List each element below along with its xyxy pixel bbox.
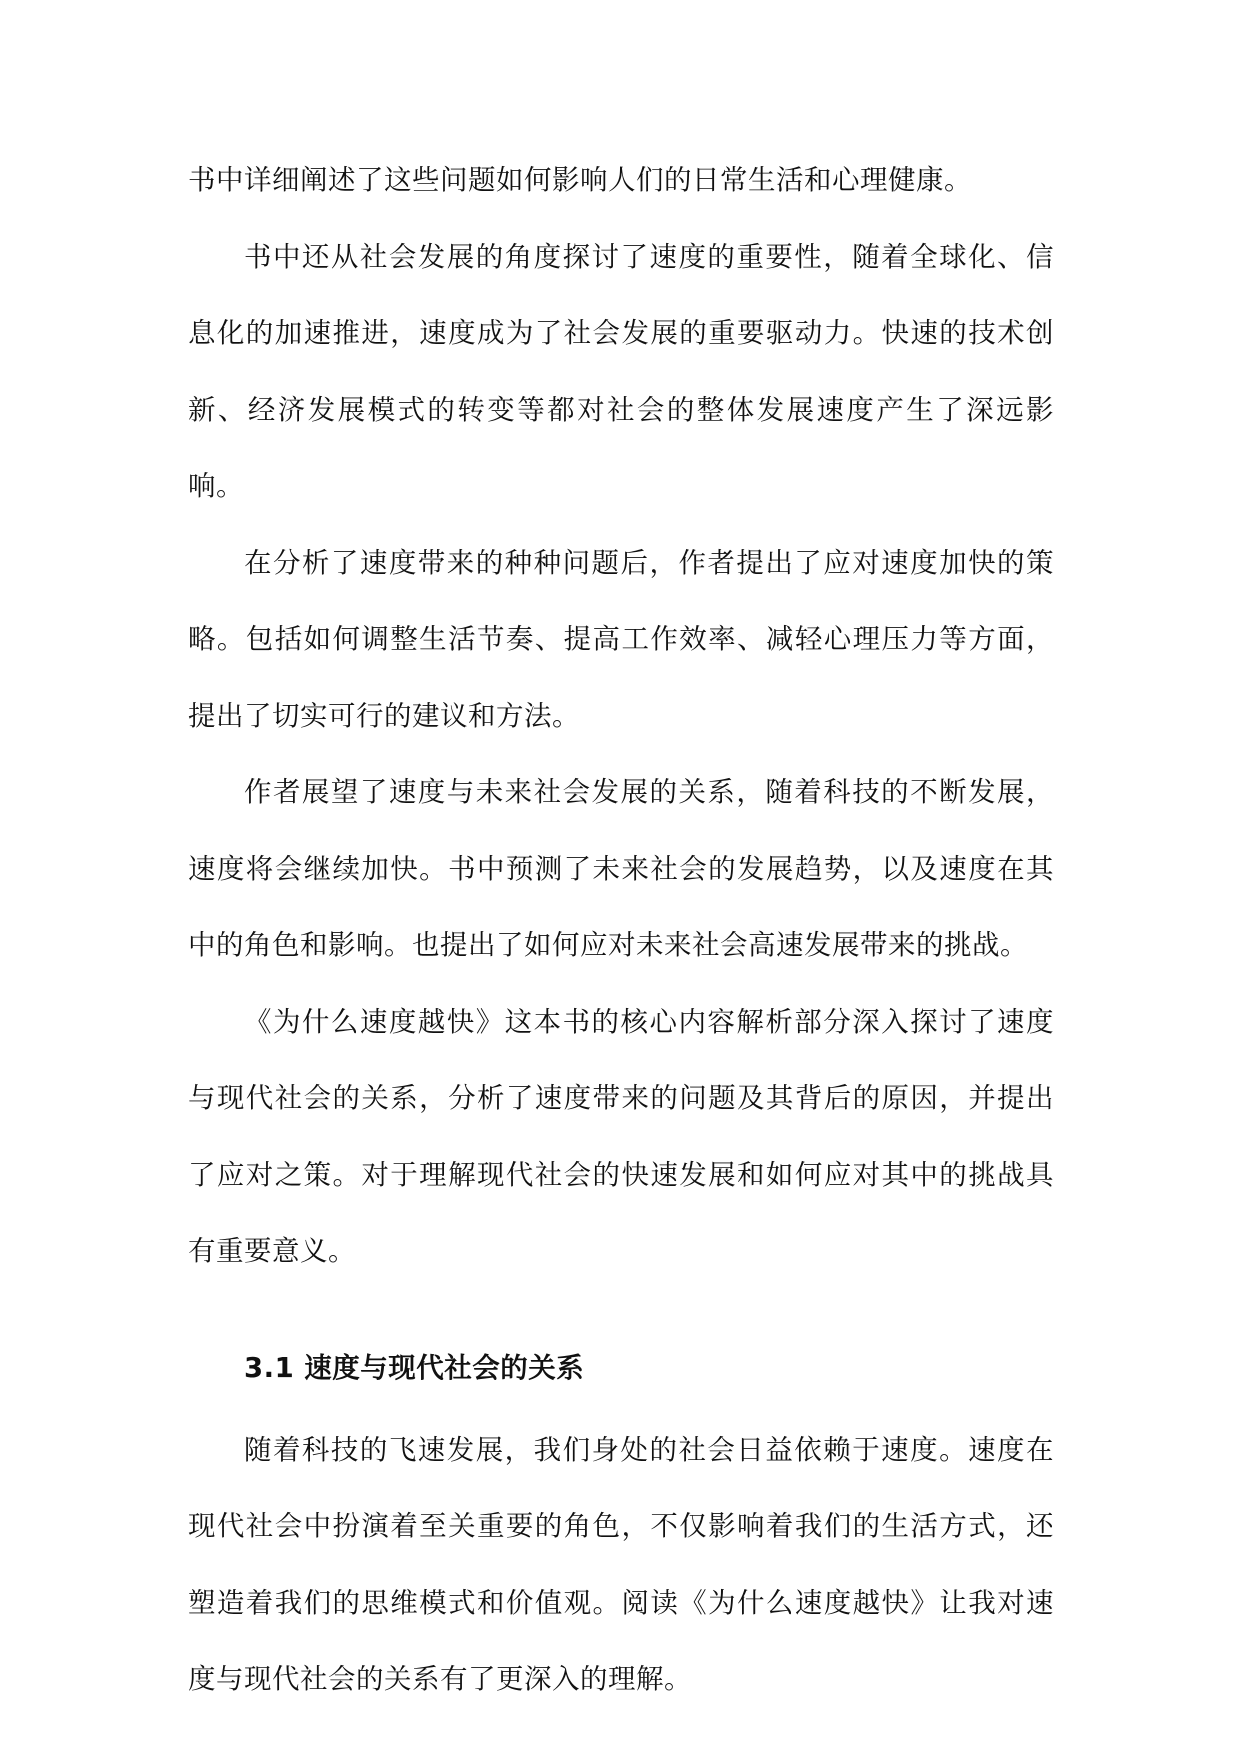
document-page [188,142,1054,1718]
section-heading: 3.1 速度与现代社会的关系 [244,1351,585,1384]
paragraph-social-development: 书中还从社会发展的角度探讨了速度的重要性，随着全球化、信息化的加速推进，速度成为了社会发展的重要驱动力。快速的技术创新、经济发展模式的转变等都对社会的整体发展速度产生了深远影响。 [188,240,1054,502]
paragraph-continuation: 书中详细阐述了这些问题如何影响人们的日常生活和心理健康。 [188,164,972,196]
paragraph-summary: 《为什么速度越快》这本书的核心内容解析部分深入探讨了速度与现代社会的关系，分析了速度带来的问题及其背后的原因，并提出了应对之策。对于理解现代社会的快速发展和如何应对其中的挑战具有重要意义。 [188,1005,1054,1267]
paragraph-coping-strategies: 在分析了速度带来的种种问题后，作者提出了应对速度加快的策略。包括如何调整生活节奏、提高工作效率、减轻心理压力等方面，提出了切实可行的建议和方法。 [188,546,1054,732]
paragraph-section-intro: 随着科技的飞速发展，我们身处的社会日益依赖于速度。速度在现代社会中扮演着至关重要的角色，不仅影响着我们的生活方式，还塑造着我们的思维模式和价值观。阅读《为什么速度越快》让我对速度与现代社会的关系有了更深入的理解。 [188,1433,1054,1695]
paragraph-future-outlook: 作者展望了速度与未来社会发展的关系，随着科技的不断发展，速度将会继续加快。书中预测了未来社会的发展趋势，以及速度在其中的角色和影响。也提出了如何应对未来社会高速发展带来的挑战。 [188,776,1054,961]
